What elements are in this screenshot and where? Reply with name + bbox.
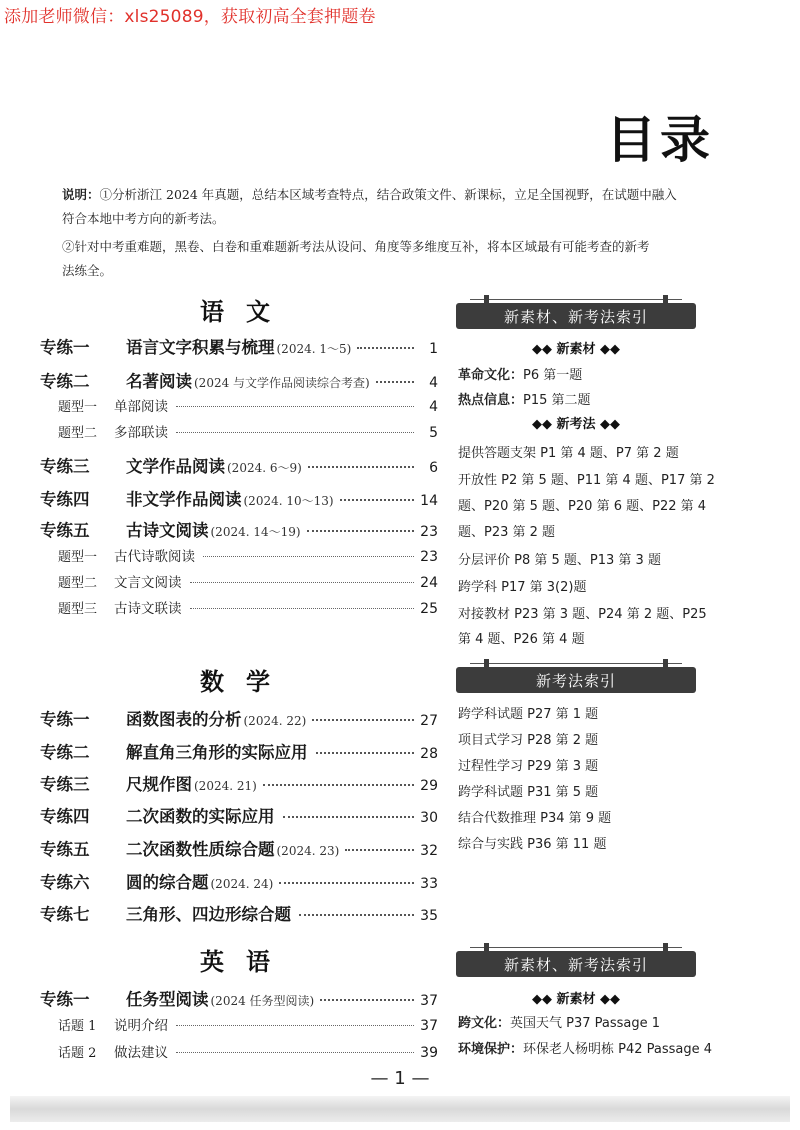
english-material-item [458,1012,708,1031]
toc-ordinal: 专练四 [40,490,90,509]
toc-exam-note: (2024. 21) [194,779,257,793]
toc-page-number: 28 [420,746,438,762]
toc-exam-note: (2024. 22) [243,714,307,728]
math-toc-row[interactable] [40,901,438,925]
chinese-toc-row[interactable] [40,368,438,392]
toc-page-number: 6 [429,460,438,476]
toc-ordinal: 话题 1 [58,1019,97,1034]
section-title-english: 英语 [200,948,292,976]
new-material-heading: ◆◆ 新素材 ◆◆ [531,342,621,357]
math-toc-row[interactable] [40,739,438,763]
toc-topic: 文言文阅读 [114,575,182,591]
english-material-item [458,1038,713,1057]
new-method-line: 跨学科 P17 第 3(2)题 [458,580,587,595]
toc-topic: 函数图表的分析 [126,710,242,729]
toc-page-number: 5 [429,425,438,441]
index-banner-math [456,667,696,693]
toc-ordinal: 专练二 [40,743,90,762]
toc-leader-dots [283,816,415,818]
chinese-toc-row[interactable] [40,486,438,510]
toc-topic: 圆的综合题 [126,873,209,892]
toc-leader-dots [316,752,415,754]
toc-exam-note: (2024. 1～5) [276,342,352,356]
chinese-toc-row[interactable] [58,421,438,445]
toc-page-number: 35 [420,908,438,924]
toc-page-number: 32 [420,843,438,859]
toc-ordinal: 题型一 [58,400,98,415]
math-method-item: 项目式学习 P28 第 2 题 [458,733,599,748]
toc-ordinal: 专练一 [40,990,90,1009]
new-material-item-value: P15 第二题 [523,393,591,408]
math-toc-row[interactable] [40,771,438,795]
index-banner-chinese [456,303,696,329]
watermark-text: 添加老师微信：xls25089，获取初高全套押题卷 [4,7,376,27]
toc-ordinal: 专练七 [40,905,90,924]
toc-leader-dots [299,914,414,916]
toc-page-number: 4 [429,375,438,391]
toc-page-number: 14 [420,493,438,509]
scan-edge-band [10,1096,790,1122]
section-title-chinese: 语文 [200,298,292,326]
toc-topic: 语言文字积累与梳理 [126,338,275,357]
toc-topic: 多部联读 [114,425,168,441]
toc-ordinal: 题型三 [58,602,98,617]
toc-page-number: 27 [420,713,438,729]
math-method-item: 综合与实践 P36 第 11 题 [458,837,607,852]
toc-leader-dots [340,499,414,501]
toc-topic: 名著阅读 [126,372,192,391]
chinese-toc-row[interactable] [58,395,438,419]
new-method-line: 提供答题支架 P1 第 4 题、P7 第 2 题 [458,446,679,461]
toc-exam-note: (2024. 14～19) [210,525,301,539]
toc-topic: 文学作品阅读 [126,457,225,476]
new-method-heading: ◆◆ 新考法 ◆◆ [531,417,621,432]
toc-topic: 尺规作图 [126,775,192,794]
new-method-line: 题、P23 第 2 题 [458,525,556,540]
note-line-3: ②针对中考重难题，黑卷、白卷和重难题新考法从设问、角度等多维度互补，将本区域最有可能考查的新考 [62,239,650,254]
toc-ordinal: 题型一 [58,550,98,565]
toc-leader-dots [320,999,414,1001]
toc-topic: 说明介绍 [114,1018,168,1034]
toc-page-number: 33 [420,876,438,892]
english-toc-row[interactable] [40,986,438,1010]
toc-page-number: 25 [420,601,438,617]
toc-leader-dots [190,582,415,583]
toc-leader-dots [308,466,414,468]
math-toc-row[interactable] [40,803,438,827]
toc-leader-dots [312,719,414,721]
toc-ordinal: 专练六 [40,873,90,892]
toc-topic: 二次函数性质综合题 [126,840,275,859]
toc-leader-dots [176,1052,414,1053]
chinese-toc-row[interactable] [58,571,438,595]
toc-topic: 任务型阅读 [126,990,209,1009]
new-material-item-value: P6 第一题 [523,368,583,383]
toc-leader-dots [357,347,414,349]
note-line-1 [62,183,722,207]
toc-page-number: 29 [420,778,438,794]
toc-ordinal: 专练三 [40,775,90,794]
math-method-item: 跨学科试题 P27 第 1 题 [458,707,599,722]
english-material-item-value: 环保老人杨明栋 P42 Passage 4 [523,1042,713,1057]
english-material-heading: ◆◆ 新素材 ◆◆ [531,992,621,1007]
toc-exam-note: (2024. 6～9) [227,461,302,475]
toc-exam-note: (2024 与文学作品阅读综合考查) [194,376,370,390]
toc-topic: 二次函数的实际应用 [126,807,275,826]
math-toc-row[interactable] [40,706,438,730]
math-method-item: 跨学科试题 P31 第 5 题 [458,785,599,800]
toc-leader-dots [190,608,415,609]
math-toc-row[interactable] [40,869,438,893]
toc-ordinal: 专练一 [40,710,90,729]
toc-page-number: 23 [420,524,438,540]
section-title-math: 数学 [200,668,292,696]
toc-page-number: 37 [420,993,438,1009]
toc-exam-note: (2024. 24) [210,877,274,891]
toc-leader-dots [376,381,414,383]
new-material-item-key: 热点信息： [458,393,524,408]
index-banner-math-label: 新考法索引 [535,671,616,690]
index-banner-chinese-label: 新素材、新考法索引 [503,307,648,326]
math-method-item: 过程性学习 P29 第 3 题 [458,759,599,774]
index-banner-english-label: 新素材、新考法索引 [503,955,648,974]
note-label: 说明： [62,187,100,202]
toc-page-number: 23 [420,549,438,565]
toc-leader-dots [263,784,414,786]
toc-topic: 做法建议 [114,1045,168,1061]
new-method-line: 对接教材 P23 第 3 题、P24 第 2 题、P25 [458,607,707,622]
index-banner-english [456,951,696,977]
new-method-line: 第 4 题、P26 第 4 题 [458,632,585,647]
toc-leader-dots [203,556,414,557]
toc-ordinal: 题型二 [58,426,98,441]
toc-ordinal: 题型二 [58,576,98,591]
new-material-item [458,364,708,383]
note-line-4: 法练全。 [62,263,113,278]
toc-exam-note: (2024. 10～13) [243,494,334,508]
toc-ordinal: 专练四 [40,807,90,826]
toc-topic: 古诗文阅读 [126,521,209,540]
note-text-1: ①分析浙江 2024 年真题，总结本区域考查特点，结合政策文件、新课标，立足全国视野，在试题中融入 [99,187,677,202]
new-material-item-key: 革命文化： [458,368,524,383]
english-toc-row[interactable] [58,1041,438,1065]
english-material-item-key: 环境保护： [458,1042,524,1057]
new-material-item [458,389,708,408]
toc-topic: 单部阅读 [114,399,168,415]
toc-topic: 解直角三角形的实际应用 [126,743,308,762]
toc-ordinal: 专练一 [40,338,90,357]
chinese-toc-row[interactable] [40,453,438,477]
toc-ordinal: 专练五 [40,521,90,540]
new-method-line: 开放性 P2 第 5 题、P11 第 4 题、P17 第 2 [458,473,715,488]
toc-page-number: 39 [420,1045,438,1061]
math-method-item: 结合代数推理 P34 第 9 题 [458,811,612,826]
english-material-item-value: 英国天气 P37 Passage 1 [510,1016,661,1031]
toc-topic: 三角形、四边形综合题 [126,905,291,924]
toc-page-number: 24 [420,575,438,591]
english-toc-row[interactable] [58,1014,438,1038]
toc-page-number: 30 [420,810,438,826]
page-title: 目录 [606,111,714,169]
chinese-toc-row[interactable] [40,334,438,358]
toc-leader-dots [307,530,414,532]
toc-ordinal: 专练三 [40,457,90,476]
toc-leader-dots [176,1025,414,1026]
chinese-toc-row[interactable] [40,517,438,541]
toc-ordinal: 专练二 [40,372,90,391]
toc-page-number: 37 [420,1018,438,1034]
page-number: — 1 — [370,1068,430,1089]
toc-topic: 古诗文联读 [114,601,182,617]
toc-topic: 非文学作品阅读 [126,490,242,509]
toc-leader-dots [176,406,414,407]
toc-leader-dots [279,882,414,884]
english-material-item-key: 跨文化： [458,1016,511,1031]
toc-page-number: 1 [429,341,438,357]
toc-exam-note: (2024 任务型阅读) [210,994,315,1008]
new-method-line: 题、P20 第 5 题、P20 第 6 题、P22 第 4 [458,499,707,514]
toc-exam-note: (2024. 23) [276,844,340,858]
toc-ordinal: 话题 2 [58,1046,97,1061]
toc-leader-dots [176,432,414,433]
chinese-toc-row[interactable] [58,545,438,569]
math-toc-row[interactable] [40,836,438,860]
toc-topic: 古代诗歌阅读 [114,549,195,565]
new-method-line: 分层评价 P8 第 5 题、P13 第 3 题 [458,553,661,568]
toc-page-number: 4 [429,399,438,415]
note-line-2: 符合本地中考方向的新考法。 [62,211,225,226]
toc-leader-dots [345,849,414,851]
toc-ordinal: 专练五 [40,840,90,859]
chinese-toc-row[interactable] [58,597,438,621]
